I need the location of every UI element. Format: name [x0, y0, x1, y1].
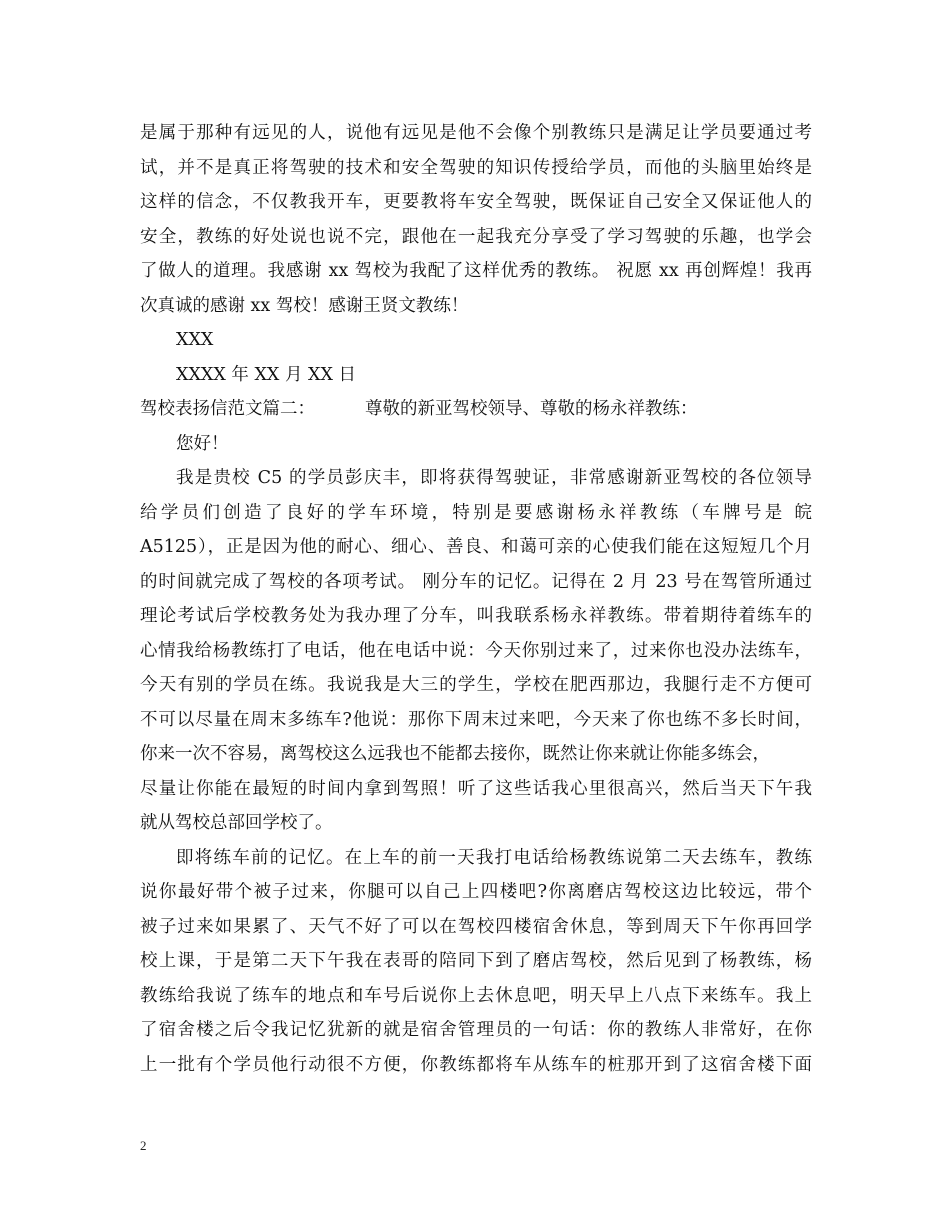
- text-line: 尽量让你能在最短的时间内拿到驾照！听了这些话我心里很高兴，然后当天下午我: [140, 778, 812, 799]
- text-line: 你来一次不容易，离驾校这么远我也不能都去接你，既然让你来就让你能多练会，: [140, 744, 770, 764]
- text-line: 理论考试后学校教务处为我办理了分车，叫我联系杨永祥教练。带着期待着练车的: [140, 606, 812, 626]
- text-line: 给学员们创造了良好的学车环境，特别是要感谢杨永祥教练（车牌号是 皖: [140, 502, 812, 523]
- section-title: 驾校表扬信范文篇二：: [140, 399, 315, 419]
- text-line: 即将练车前的记忆。在上车的前一天我打电话给杨教练说第二天去练车，教练: [176, 847, 812, 868]
- text-line: 就从驾校总部回学校了。: [140, 813, 333, 833]
- letter-salutation: 尊敬的新亚驾校领导、尊敬的杨永祥教练：: [365, 399, 698, 419]
- text-line: 试，并不是真正将驾驶的技术和安全驾驶的知识传授给学员，而他的头脑里始终是: [140, 157, 812, 178]
- text-line: 我是贵校 C5 的学员彭庆丰，即将获得驾驶证，非常感谢新亚驾校的各位领导: [176, 468, 812, 488]
- text-line: 安全，教练的好处说也说不完，跟他在一起我充分享受了学习驾驶的乐趣，也学会: [140, 226, 812, 247]
- text-line: 次真诚的感谢 xx 驾校！感谢王贤文教练！: [140, 295, 469, 316]
- text-line: 了做人的道理。我感谢 xx 驾校为我配了这样优秀的教练。 祝愿 xx 再创辉煌！我再: [140, 261, 812, 281]
- text-line: 是属于那种有远见的人，说他有远见是他不会像个别教练只是满足让学员要通过考: [140, 123, 812, 143]
- text-line: 教练给我说了练车的地点和车号后说你上去休息吧，明天早上八点下来练车。我上: [140, 985, 812, 1006]
- signature-date: XXXX 年 XX 月 XX 日: [176, 364, 356, 385]
- text-line: 心情我给杨教练打了电话，他在电话中说：今天你别过来了，过来你也没办法练车，: [140, 640, 812, 661]
- text-line: 的时间就完成了驾校的各项考试。 刚分车的记忆。记得在 2 月 23 号在驾管所通过: [140, 571, 812, 592]
- document-body: [140, 116, 812, 1082]
- text-line: 不可以尽量在周末多练车?他说：那你下周末过来吧，今天来了你也练不多长时间，: [140, 709, 812, 730]
- page-number: 2: [140, 1138, 147, 1153]
- text-line: A5125），正是因为他的耐心、细心、善良、和蔼可亲的心使我们能在这短短几个月: [140, 537, 812, 557]
- signature-name: XXX: [176, 330, 214, 350]
- text-line: 这样的信念，不仅教我开车，更要教将车安全驾驶，既保证自己安全又保证他人的: [140, 192, 812, 212]
- text-line: 被子过来如果累了、天气不好了可以在驾校四楼宿舍休息，等到周天下午你再回学: [140, 916, 812, 937]
- greeting: 您好！: [176, 433, 229, 454]
- text-line: 今天有别的学员在练。我说我是大三的学生，学校在肥西那边，我腿行走不方便可: [140, 675, 812, 695]
- section-heading: [140, 392, 812, 427]
- text-line: 了宿舍楼之后令我记忆犹新的就是宿舍管理员的一句话：你的教练人非常好，在你: [140, 1020, 812, 1040]
- text-line: 校上课，于是第二天下午我在表哥的陪同下到了磨店驾校，然后见到了杨教练，杨: [140, 951, 812, 971]
- text-line: 说你最好带个被子过来，你腿可以自己上四楼吧?你离磨店驾校这边比较远，带个: [140, 882, 812, 902]
- text-line: 上一批有个学员他行动很不方便，你教练都将车从练车的桩那开到了这宿舍楼下面: [140, 1054, 812, 1075]
